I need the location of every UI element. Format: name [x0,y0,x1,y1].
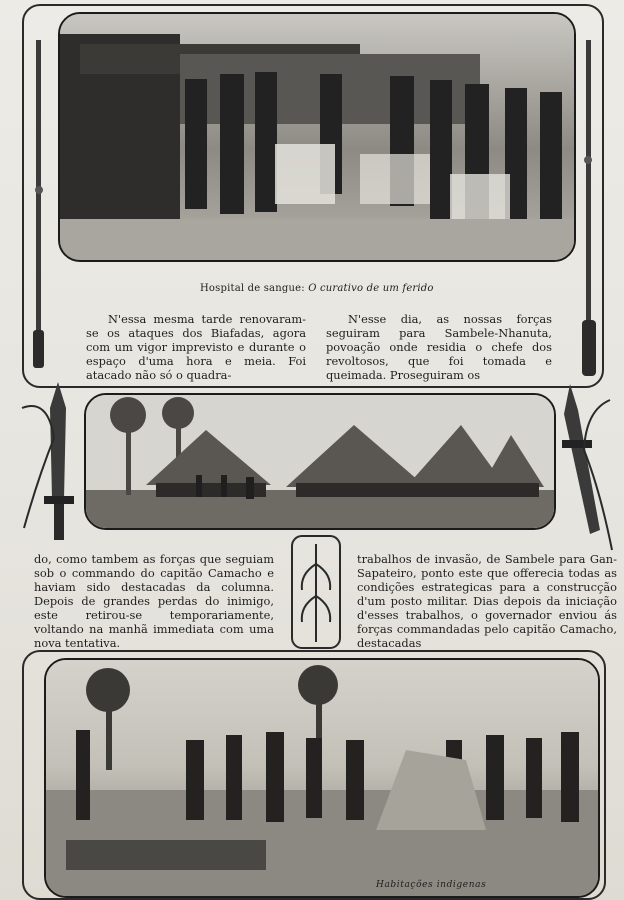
bottom-photo-caption: Habitações indigenas [376,880,487,890]
upper-left-column [86,312,306,382]
lower-left-paragraph: do, como tambem as forças que seguiam sob o commando do capitão Camacho e haviam sido destacadas da columna. Depois de grandes perdas do inimigo, este retirou-se temporariamente, voltando na manhã immediata com uma nova tentativa. [34,552,274,650]
upper-right-column [326,312,552,382]
field-hospital-photo [58,12,576,262]
lower-left-column [34,552,274,650]
right-rifle-ornament [572,40,606,380]
lower-right-column [357,552,617,650]
center-floral-ornament [288,534,344,650]
lower-right-paragraph: trabalhos de invasão, de Sambele para Gan-Sapateiro, ponto este que offerecia todas as condições estrategicas para a construcção d'um posto militar. Dias depois da iniciação d'esses trabalhos, o governador enviou ás forças commandadas pelo capitão Camacho, destacadas [357,552,617,650]
left-rifle-ornament [24,40,54,370]
top-photo-caption [200,283,500,294]
caption-italic: O curativo de um ferido [308,283,434,294]
upper-left-paragraph: N'essa mesma tarde renovaram-se os ataques dos Biafadas, agora com um vigor imprevisto e durante o espaço d'uma hora e meia. Foi atacado não só o quadra- [86,312,306,382]
camp-photo [44,658,600,898]
left-dagger-ornament [18,378,88,548]
caption-prefix: Hospital de sangue: [200,283,305,294]
huts-photo [84,393,556,530]
upper-right-paragraph: N'esse dia, as nossas forças seguiram para Sambele-Nhanuta, povoação onde residia o chefe dos revoltosos, que foi tomada e queimada. Proseguiram os [326,312,552,382]
